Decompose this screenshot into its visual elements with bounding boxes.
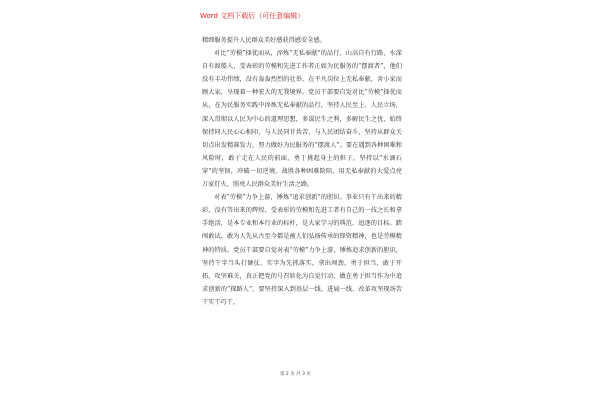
paragraph-1: 精细服务提升人民群众美好感获得感安全感。 (202, 37, 326, 44)
paragraph-2: 对比“劳模”择优而从，淬炼“无私奉献”的品行。山高自有行路，水深自有渡船人，受表彰的劳模和先进工作者正如为民服务的“摆渡者”，他们没有丰功伟绩，没有轰轰烈烈的壮举，在平凡岗位上无私奉献，舍小家而顾大家，呈现着一种宏大的无我境界。党员干部要自觉对比“劳模”择优而从，在为民服务实践中淬炼无私奉献的品行，坚持人民至上、人民立场，深入贯彻以人民为中心的道理思想，多谋民生之利，多解民生之忧，始终保持同人民心心相印，与人民同甘共苦，与人民团结奋斗，坚持从群众关切点出发精准发力，努力做好为民服务的“摆渡人”。要在遇到各种困难和风险时，敢于走在人民的前面，勇于挑起身上的担子，坚持以“水滴石穿”的坚韧，冲破一切逆境，战胜各种困难险阻，用无私奉献的大爱点亮万家灯火，照亮人民群众美好生活之路。 (202, 50, 402, 189)
page-header: Word 文档下载后（可任意编辑） (200, 12, 305, 20)
page-footer: 第 2 页 共 3 页 (280, 372, 311, 377)
paragraph-3: 对表“劳模”力争上游，锤炼“追求创新”的胆识。事业只有干出来的精彩，没有等出来的辉煌。受表彰的劳模和先进工者有自己的一技之长和拿手绝活，是本专业和本行业的标杆，是大家学习的典范、追逐的目标。踏闯敢试、敢为人先从古至今都是被人们弘扬传承的锋资精神，也是劳模精神的特质。党员干部要自觉对表“劳模”力争上游，锤炼追求创新的胆识，坚持干字当头打硬仗、实字为先抓落实，拿出闯劲，勇于担当，敢于开拓，攻坚难关，真正把党的号召转化为自觉行动，做在勇于担当作为中追求创新的“探路人”。要坚持深入到基层一线、进展一线、改革攻坚现场苦干实干巧干， (202, 194, 402, 306)
document-body (202, 34, 402, 309)
